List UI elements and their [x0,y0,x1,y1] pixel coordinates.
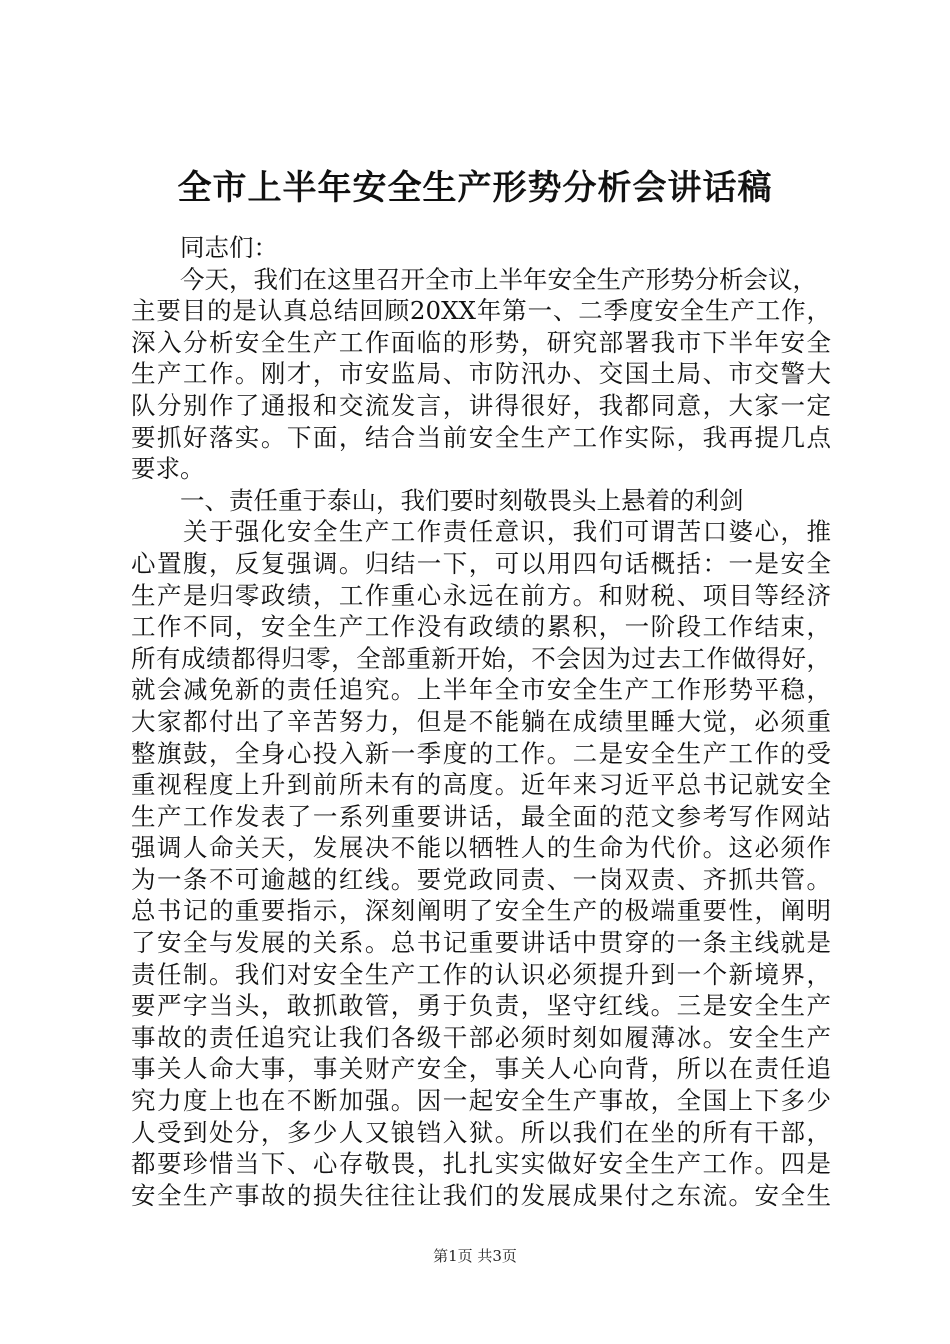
body-line: 深入分析安全生产工作面临的形势，研究部署我市下半年安全 [131,327,831,357]
body-line: 大家都付出了辛苦努力，但是不能躺在成绩里睡大觉，必须重 [131,706,831,736]
body-line: 人受到处分，多少人又锒铛入狱。所以我们在坐的所有干部， [131,1117,831,1147]
body-line: 今天，我们在这里召开全市上半年安全生产形势分析会议， [131,264,817,294]
body-line: 整旗鼓，全身心投入新一季度的工作。二是安全生产工作的受 [131,738,831,768]
body-line: 关于强化安全生产工作责任意识，我们可谓苦口婆心，推 [131,517,831,547]
body-line: 生产是归零政绩，工作重心永远在前方。和财税、项目等经济 [131,580,831,610]
body-line: 工作不同，安全生产工作没有政绩的累积，一阶段工作结束， [131,612,831,642]
body-line: 一、责任重于泰山，我们要时刻敬畏头上悬着的利剑 [131,485,744,515]
body-line: 要严字当头，敢抓敢管，勇于负责，坚守红线。三是安全生产 [131,991,831,1021]
document-body [131,232,831,1211]
body-line: 究力度上也在不断加强。因一起安全生产事故，全国上下多少 [131,1086,831,1116]
body-line: 要抓好落实。下面，结合当前安全生产工作实际，我再提几点 [131,422,831,452]
body-line: 队分别作了通报和交流发言，讲得很好，我都同意，大家一定 [131,390,831,420]
body-line: 同志们： [131,233,278,262]
body-line: 重视程度上升到前所未有的高度。近年来习近平总书记就安全 [131,770,831,800]
body-line: 安全生产事故的损失往往让我们的发展成果付之东流。安全生 [131,1180,831,1210]
body-line: 心置腹，反复强调。归结一下，可以用四句话概括：一是安全 [131,548,831,578]
body-line: 生产工作发表了一系列重要讲话，最全面的范文参考写作网站 [131,801,831,831]
body-line: 事故的责任追究让我们各级干部必须时刻如履薄冰。安全生产 [131,1022,831,1052]
body-line: 了安全与发展的关系。总书记重要讲话中贯穿的一条主线就是 [131,928,831,958]
document-title: 全市上半年安全生产形势分析会讲话稿 [177,168,773,208]
body-line: 主要目的是认真总结回顾20XX年第一、二季度安全生产工作， [131,296,831,326]
body-line: 就会减免新的责任追究。上半年全市安全生产工作形势平稳， [131,675,831,705]
body-line: 责任制。我们对安全生产工作的认识必须提升到一个新境界， [131,959,831,989]
body-line: 要求。 [131,454,205,484]
body-line: 生产工作。刚才，市安监局、市防汛办、交国土局、市交警大 [131,359,831,389]
page-number-footer: 第1页 共3页 [433,1247,517,1265]
body-line: 总书记的重要指示，深刻阐明了安全生产的极端重要性，阐明 [131,896,831,926]
body-line: 所有成绩都得归零，全部重新开始，不会因为过去工作做得好， [131,643,831,673]
body-line: 为一条不可逾越的红线。要党政同责、一岗双责、齐抓共管。 [131,864,831,894]
body-line: 强调人命关天，发展决不能以牺牲人的生命为代价。这必须作 [131,833,831,863]
body-line: 事关人命大事，事关财产安全，事关人心向背，所以在责任追 [131,1054,831,1084]
body-line: 都要珍惜当下、心存敬畏，扎扎实实做好安全生产工作。四是 [131,1149,831,1179]
